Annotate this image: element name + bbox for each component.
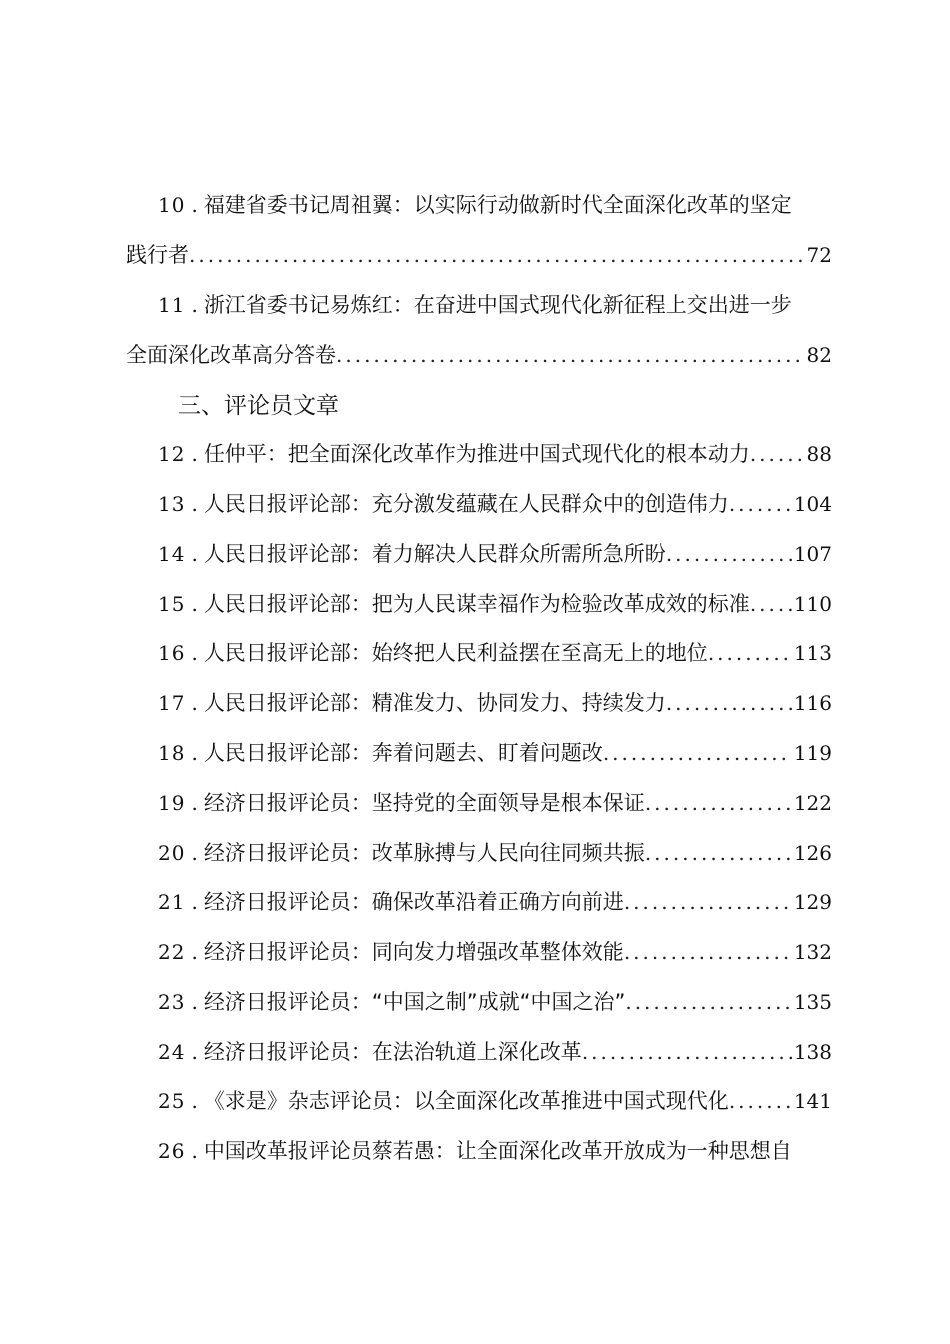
toc-entry-separator: . <box>191 940 198 964</box>
toc-entry-20[interactable] <box>158 835 832 871</box>
toc-entry-number: 26 <box>158 1139 186 1163</box>
toc-entry-separator: . <box>191 990 198 1014</box>
dot-leader <box>750 436 805 472</box>
toc-entry-title: 人民日报评论部：精准发力、协同发力、持续发力 <box>203 691 666 715</box>
toc-entry-separator: . <box>191 1139 198 1163</box>
dot-leader <box>666 536 792 572</box>
section-heading: 三、评论员文章 <box>178 393 339 419</box>
toc-entry-page: 132 <box>793 940 832 964</box>
toc-entry-page: 72 <box>806 243 832 267</box>
toc-entry-page: 113 <box>793 641 832 665</box>
toc-entry-number: 20 <box>158 841 186 865</box>
toc-entry-separator: . <box>191 592 198 616</box>
dot-leader <box>666 685 792 721</box>
toc-entry-separator: . <box>191 841 198 865</box>
toc-entry-title: 经济日报评论员：同向发力增强改革整体效能 <box>203 940 624 964</box>
toc-entry-page: 126 <box>793 841 832 865</box>
toc-entry-title: 人民日报评论部：把为人民谋幸福作为检验改革成效的标准 <box>203 592 750 616</box>
dot-leader <box>582 1034 792 1070</box>
toc-entry-page: 129 <box>793 890 832 914</box>
toc-entry-title: 经济日报评论员：在法治轨道上深化改革 <box>203 1040 582 1064</box>
toc-entry-10-line1[interactable] <box>158 187 832 223</box>
toc-entry-title: 福建省委书记周祖翼：以实际行动做新时代全面深化改革的坚定 <box>203 193 792 217</box>
toc-entry-separator: . <box>191 492 198 516</box>
dot-leader <box>708 635 792 671</box>
toc-entry-page: 116 <box>793 691 832 715</box>
toc-entry-12[interactable] <box>158 436 832 472</box>
dot-leader <box>645 785 792 821</box>
toc-entry-11-line1[interactable] <box>158 287 832 323</box>
toc-entry-14[interactable] <box>158 536 832 572</box>
toc-entry-title: 经济日报评论员：坚持党的全面领导是根本保证 <box>203 791 645 815</box>
toc-entry-page: 82 <box>806 343 832 367</box>
toc-entry-11-line2[interactable] <box>126 337 832 373</box>
toc-entry-title: 人民日报评论部：奔着问题去、盯着问题改 <box>203 741 603 765</box>
toc-entry-title-continued: 全面深化改革高分答卷 <box>126 343 336 367</box>
toc-entry-number: 10 <box>158 193 186 217</box>
toc-entry-number: 22 <box>158 940 186 964</box>
toc-entry-number: 18 <box>158 741 186 765</box>
toc-entry-22[interactable] <box>158 934 832 970</box>
toc-entry-page: 119 <box>793 741 832 765</box>
toc-entry-title: 经济日报评论员：确保改革沿着正确方向前进 <box>203 890 624 914</box>
toc-entry-18[interactable] <box>158 735 832 771</box>
toc-entry-17[interactable] <box>158 685 832 721</box>
toc-entry-page: 122 <box>793 791 832 815</box>
dot-leader <box>625 984 791 1020</box>
toc-entry-24[interactable] <box>158 1034 832 1070</box>
toc-entry-title: 人民日报评论部：充分激发蕴藏在人民群众中的创造伟力 <box>203 492 729 516</box>
toc-entry-23[interactable] <box>158 984 832 1020</box>
toc-entry-page: 135 <box>793 990 832 1014</box>
dot-leader <box>729 486 792 522</box>
toc-entry-separator: . <box>191 1040 198 1064</box>
toc-entry-title: 任仲平：把全面深化改革作为推进中国式现代化的根本动力 <box>203 442 750 466</box>
toc-entry-title: 经济日报评论员：“中国之制”成就“中国之治” <box>203 990 626 1014</box>
toc-entry-separator: . <box>191 1089 198 1113</box>
dot-leader <box>729 1083 792 1119</box>
toc-entry-number: 13 <box>158 492 186 516</box>
toc-entry-page: 138 <box>793 1040 832 1064</box>
toc-entry-26-line1[interactable] <box>158 1133 832 1169</box>
toc-entry-separator: . <box>191 890 198 914</box>
toc-entry-25[interactable] <box>158 1083 832 1119</box>
toc-entry-title-continued: 践行者 <box>126 243 189 267</box>
toc-entry-title: 中国改革报评论员蔡若愚：让全面深化改革开放成为一种思想自 <box>203 1139 792 1163</box>
toc-entry-number: 25 <box>158 1089 186 1113</box>
toc-entry-page: 88 <box>806 442 832 466</box>
toc-entry-page: 104 <box>793 492 832 516</box>
toc-entry-number: 11 <box>158 293 186 317</box>
toc-entry-separator: . <box>191 442 198 466</box>
toc-entry-title: 经济日报评论员：改革脉搏与人民向往同频共振 <box>203 841 645 865</box>
toc-entry-page: 141 <box>793 1089 832 1113</box>
toc-entry-title: 浙江省委书记易炼红：在奋进中国式现代化新征程上交出进一步 <box>203 293 792 317</box>
toc-entry-10-line2[interactable] <box>126 237 832 273</box>
toc-entry-page: 110 <box>793 592 832 616</box>
toc-entry-separator: . <box>191 293 198 317</box>
dot-leader <box>603 735 792 771</box>
toc-entry-13[interactable] <box>158 486 832 522</box>
toc-entry-number: 15 <box>158 592 186 616</box>
toc-entry-21[interactable] <box>158 884 832 920</box>
toc-entry-separator: . <box>191 691 198 715</box>
toc-entry-number: 19 <box>158 791 186 815</box>
dot-leader <box>624 934 792 970</box>
dot-leader <box>189 237 805 273</box>
toc-entry-number: 24 <box>158 1040 186 1064</box>
toc-entry-number: 23 <box>158 990 186 1014</box>
dot-leader <box>624 884 792 920</box>
toc-entry-separator: . <box>191 542 198 566</box>
dot-leader <box>645 835 792 871</box>
dot-leader <box>750 586 792 622</box>
toc-entry-number: 21 <box>158 890 186 914</box>
toc-entry-separator: . <box>191 741 198 765</box>
toc-entry-number: 16 <box>158 641 186 665</box>
dot-leader <box>336 337 805 373</box>
toc-entry-separator: . <box>191 791 198 815</box>
toc-entry-separator: . <box>191 641 198 665</box>
toc-entry-16[interactable] <box>158 635 832 671</box>
toc-entry-separator: . <box>191 193 198 217</box>
toc-entry-15[interactable] <box>158 586 832 622</box>
toc-entry-number: 17 <box>158 691 186 715</box>
toc-entry-title: 人民日报评论部：始终把人民利益摆在至高无上的地位 <box>203 641 708 665</box>
toc-entry-19[interactable] <box>158 785 832 821</box>
toc-entry-number: 14 <box>158 542 186 566</box>
toc-entry-page: 107 <box>793 542 832 566</box>
toc-entry-title: 人民日报评论部：着力解决人民群众所需所急所盼 <box>203 542 666 566</box>
toc-entry-number: 12 <box>158 442 186 466</box>
toc-entry-title: 《求是》杂志评论员：以全面深化改革推进中国式现代化 <box>203 1089 729 1113</box>
